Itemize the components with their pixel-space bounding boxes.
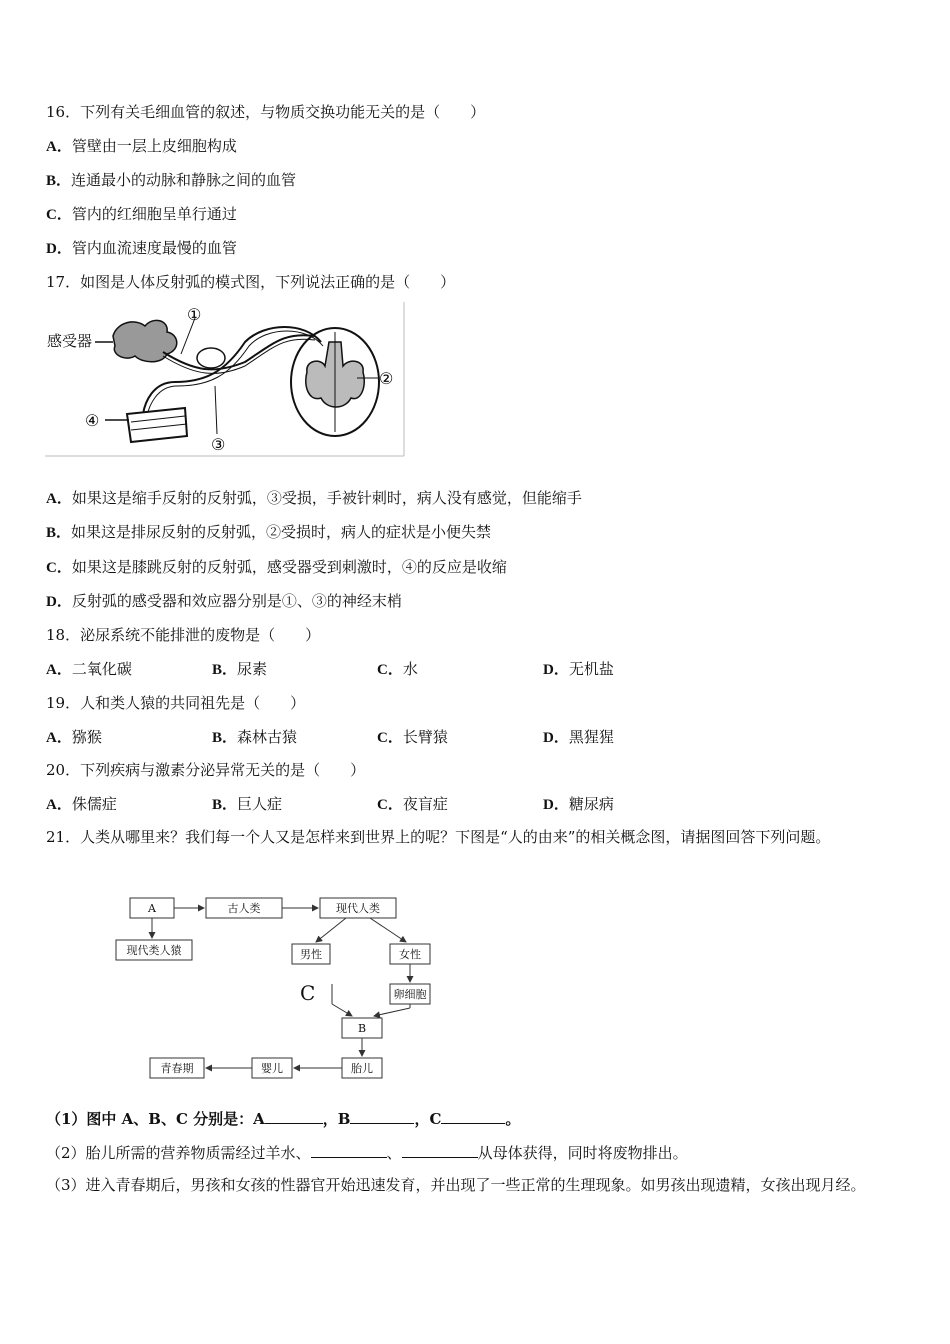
receptor-label: 感受器 — [47, 332, 93, 350]
node-fetus: 胎儿 — [351, 1062, 373, 1075]
node-puberty: 青春期 — [160, 1062, 194, 1075]
q19-option-c: C．长臂猿 — [377, 728, 448, 746]
q18-option-c: C．水 — [377, 660, 418, 678]
node-b: B — [357, 1022, 367, 1035]
label-3: ③ — [211, 435, 226, 454]
label-2: ② — [379, 369, 394, 388]
label-1: ① — [187, 305, 202, 324]
node-ancient: 古人类 — [227, 902, 261, 915]
q19-stem: 19．人和类人猿的共同祖先是（ ） — [46, 694, 306, 712]
node-infant: 婴儿 — [261, 1062, 283, 1075]
q16-option-c: C．管内的红细胞呈单行通过 — [46, 205, 237, 223]
q18-option-d: D．无机盐 — [543, 660, 614, 678]
q18-stem: 18．泌尿系统不能排泄的废物是（ ） — [46, 626, 321, 644]
q20-stem: 20．下列疾病与激素分泌异常无关的是（ ） — [46, 761, 366, 779]
node-ape: 现代类人猿 — [126, 944, 182, 957]
q21-sub3: （3）进入青春期后，男孩和女孩的性器官开始迅速发育，并出现了一些正常的生理现象。如男孩出现遗精，女孩出现月经。 — [46, 1176, 866, 1194]
q20-option-d: D．糖尿病 — [543, 795, 614, 813]
blank-c[interactable] — [441, 1108, 505, 1124]
node-female: 女性 — [399, 948, 421, 961]
blank-a[interactable] — [265, 1108, 323, 1124]
q18-option-a: A．二氧化碳 — [46, 660, 132, 678]
q19-option-d: D．黑猩猩 — [543, 728, 614, 746]
q21-stem: 21．人类从哪里来？我们每一个人又是怎样来到世界上的呢？下图是“人的由来”的相关概念图，请据图回答下列问题。 — [46, 828, 831, 846]
node-male: 男性 — [300, 948, 322, 961]
reflex-arc-figure — [45, 302, 407, 458]
origin-concept-map — [110, 892, 450, 1084]
q18-option-b: B．尿素 — [212, 660, 268, 678]
q20-option-b: B．巨人症 — [212, 795, 283, 813]
node-a: A — [148, 902, 156, 915]
q19-option-b: B．森林古猿 — [212, 728, 298, 746]
q20-option-a: A．侏儒症 — [46, 795, 117, 813]
ganglion — [197, 348, 225, 368]
node-egg: 卵细胞 — [393, 988, 427, 1001]
node-c: C — [300, 981, 316, 1005]
q17-option-c: C．如果这是膝跳反射的反射弧，感受器受到刺激时，④的反应是收缩 — [46, 558, 507, 576]
q16-option-a: A．管壁由一层上皮细胞构成 — [46, 137, 237, 155]
q21-sub1: （1）图中 A、B、C 分别是：A ，B ，C 。 — [46, 1110, 521, 1128]
q17-option-b: B．如果这是排尿反射的反射弧，②受损时，病人的症状是小便失禁 — [46, 523, 492, 541]
q17-stem: 17．如图是人体反射弧的模式图，下列说法正确的是（ ） — [46, 273, 456, 291]
q16-option-b: B．连通最小的动脉和静脉之间的血管 — [46, 171, 297, 189]
q19-option-a: A．猕猴 — [46, 728, 102, 746]
q16-stem: 16．下列有关毛细血管的叙述，与物质交换功能无关的是（ ） — [46, 103, 486, 121]
blank-path1[interactable] — [311, 1142, 387, 1158]
blank-b[interactable] — [350, 1108, 414, 1124]
label-4: ④ — [85, 411, 100, 430]
q21-sub2: （2）胎儿所需的营养物质需经过羊水、 、 从母体获得，同时将废物排出。 — [46, 1144, 688, 1162]
blank-path2[interactable] — [402, 1142, 478, 1158]
node-modern: 现代人类 — [336, 902, 380, 915]
q17-option-a: A．如果这是缩手反射的反射弧，③受损，手被针刺时，病人没有感觉，但能缩手 — [46, 489, 582, 507]
q16-option-d: D．管内血流速度最慢的血管 — [46, 239, 237, 257]
q20-option-c: C．夜盲症 — [377, 795, 448, 813]
q17-option-d: D．反射弧的感受器和效应器分别是①、③的神经末梢 — [46, 592, 402, 610]
